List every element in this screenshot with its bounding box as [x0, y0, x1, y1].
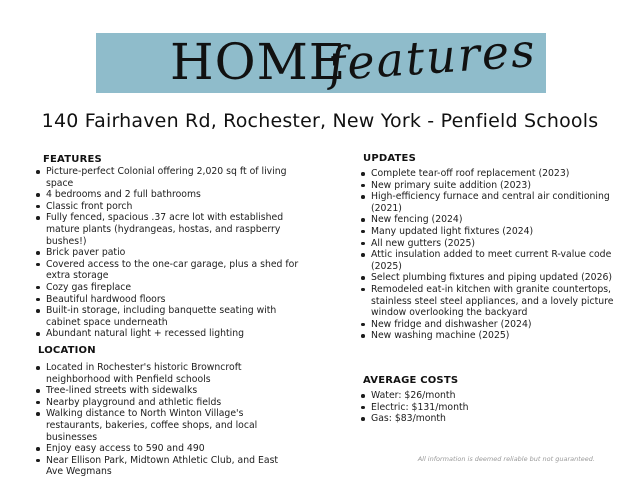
list-item: Abundant natural light + recessed lighting	[36, 328, 306, 340]
list-item: Gas: $83/month	[361, 413, 561, 425]
list-item: Water: $26/month	[361, 390, 561, 402]
list-item: New fridge and dishwasher (2024)	[361, 319, 629, 331]
property-address: 140 Fairhaven Rd, Rochester, New York - Penfield Schools	[41, 110, 599, 132]
features-list	[36, 166, 306, 340]
banner-script-title: features	[326, 22, 539, 92]
features-heading: FEATURES	[43, 154, 102, 165]
list-item: Near Ellison Park, Midtown Athletic Club, and East Ave Wegmans	[36, 455, 291, 478]
list-item: Covered access to the one-car garage, plus a shed for extra storage	[36, 259, 306, 282]
list-item: High-efficiency furnace and central air conditioning (2021)	[361, 191, 629, 214]
list-item: New primary suite addition (2023)	[361, 180, 629, 192]
list-item: Classic front porch	[36, 201, 306, 213]
list-item: Remodeled eat-in kitchen with granite countertops, stainless steel steel appliances, and a lovely picture window overlooking the backyard	[361, 284, 629, 319]
list-item: Beautiful hardwood floors	[36, 294, 306, 306]
list-item: Complete tear-off roof replacement (2023)	[361, 168, 629, 180]
banner-title: HOME	[170, 33, 347, 91]
list-item: Many updated light fixtures (2024)	[361, 226, 629, 238]
list-item: Select plumbing fixtures and piping updated (2026)	[361, 272, 629, 284]
list-item: Tree-lined streets with sidewalks	[36, 385, 291, 397]
list-item: Enjoy easy access to 590 and 490	[36, 443, 291, 455]
list-item: All new gutters (2025)	[361, 238, 629, 250]
list-item: Cozy gas fireplace	[36, 282, 306, 294]
list-item: Nearby playground and athletic fields	[36, 397, 291, 409]
list-item: Brick paver patio	[36, 247, 306, 259]
list-item: Built-in storage, including banquette seating with cabinet space underneath	[36, 305, 306, 328]
list-item: Located in Rochester's historic Browncroft neighborhood with Penfield schools	[36, 362, 291, 385]
list-item: Walking distance to North Winton Village's restaurants, bakeries, coffee shops, and local businesses	[36, 408, 291, 443]
list-item: Picture-perfect Colonial offering 2,020 sq ft of living space	[36, 166, 306, 189]
list-item: New fencing (2024)	[361, 214, 629, 226]
updates-list	[361, 168, 629, 342]
list-item: Fully fenced, spacious .37 acre lot with established mature plants (hydrangeas, hostas, and raspberry bushes!)	[36, 212, 306, 247]
costs-heading: AVERAGE COSTS	[363, 375, 459, 386]
costs-list	[361, 390, 561, 425]
disclaimer: All information is deemed reliable but not guaranteed.	[417, 455, 595, 463]
list-item: 4 bedrooms and 2 full bathrooms	[36, 189, 306, 201]
list-item: New washing machine (2025)	[361, 330, 629, 342]
list-item: Electric: $131/month	[361, 402, 561, 414]
location-list	[36, 362, 291, 478]
location-heading: LOCATION	[38, 345, 96, 356]
list-item: Attic insulation added to meet current R-value code (2025)	[361, 249, 629, 272]
updates-heading: UPDATES	[363, 153, 416, 164]
